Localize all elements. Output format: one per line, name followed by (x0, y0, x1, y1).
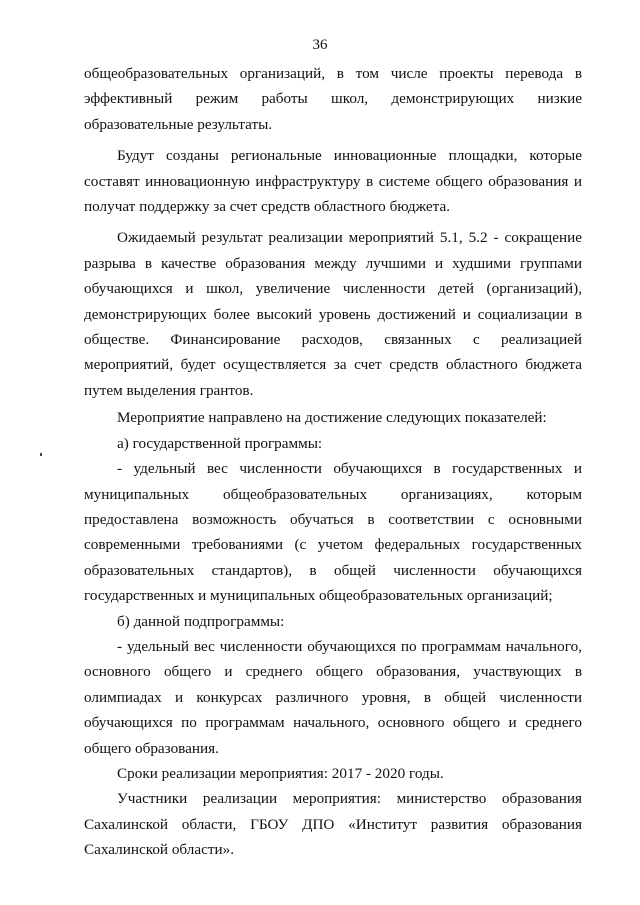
paragraph-subprogram-indicator: - удельный вес численности обучающихся по программам начального, основного общего и среднего общего образования, участвующих в олимпиадах и конкурсах различного уровня, в общей численности обучающихся по программам начального, основного общего и среднего общего образования. (84, 637, 582, 757)
paragraph-innovation-sites: Будут созданы региональные инновационные площадки, которые составят инновационную инфраструктуру в системе общего образования и получат поддержку за счет средств областного бюджета. (84, 147, 582, 216)
document-body (84, 61, 582, 863)
paragraph-subprogram-heading: б) данной подпрограммы: (117, 612, 285, 630)
paragraph-implementation-period: Сроки реализации мероприятия: 2017 - 2020 годы. (117, 764, 444, 782)
paragraph-state-program-heading: а) государственной программы: (117, 434, 323, 452)
paragraph-expected-result: Ожидаемый результат реализации мероприятий 5.1, 5.2 - сокращение разрыва в качестве образования между лучшими и худшими группами обучающихся и школ, увеличение численности детей (организаций), демонстрирующих более высокий уровень достижений и социализации в обществе. Финансирование расходов, связанных с реализацией мероприятий, будет осуществляется за счет средств областного бюджета путем выделения грантов. (84, 229, 582, 399)
page-number: 36 (312, 37, 328, 53)
paragraph-state-program-indicator: - удельный вес численности обучающихся в государственных и муниципальных общеобразовательных организациях, которым предоставлена возможность обучаться в соответствии с основными современными требованиями (с учетом федеральных государственных образовательных стандартов), в общей численности обучающихся государственных и муниципальных общеобразовательных организаций; (84, 460, 582, 605)
paragraph-continuation: общеобразовательных организаций, в том числе проекты перевода в эффективный режим работы школ, демонстрирующих низкие образовательные результаты. (84, 65, 582, 133)
paragraph-indicators-intro: Мероприятие направлено на достижение следующих показателей: (117, 409, 547, 427)
paragraph-participants: Участники реализации мероприятия: министерство образования Сахалинской области, ГБОУ ДПО «Институт развития образования Сахалинской области». (84, 790, 582, 859)
scan-artifact-mark (40, 453, 42, 456)
